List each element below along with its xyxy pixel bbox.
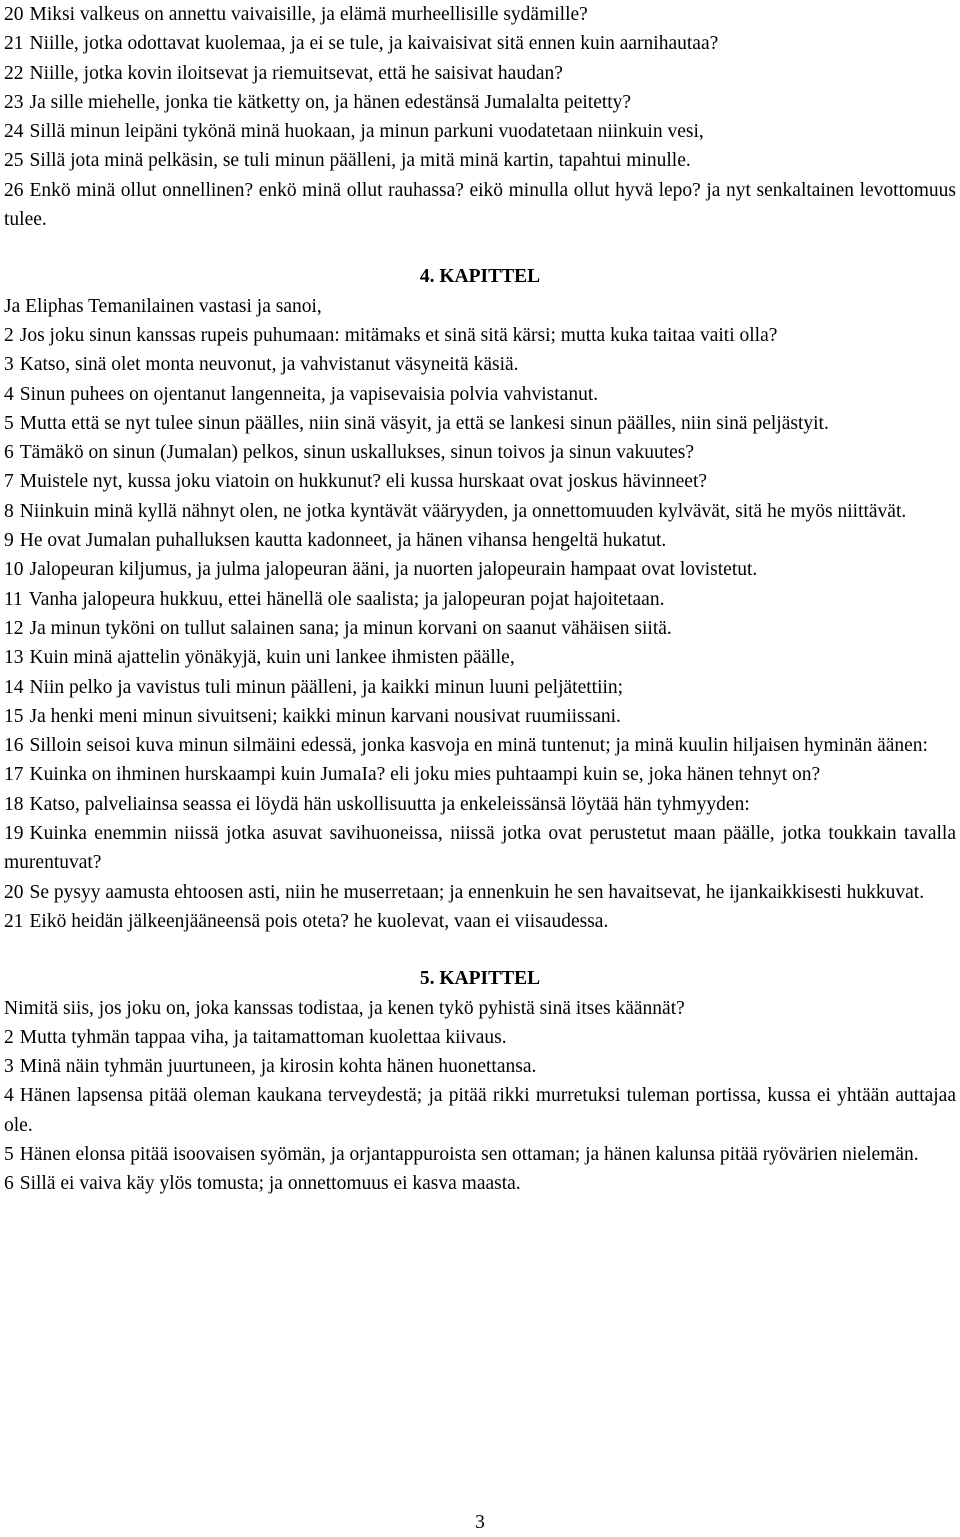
verse-number: 5 [4, 412, 14, 434]
verse-number: 6 [4, 1173, 14, 1195]
verse [4, 88, 956, 117]
verse-text: Jalopeuran kiljumus, ja julma jalopeuran ääni, ja nuorten jalopeurain hampaat ovat lovistetut. [29, 559, 758, 581]
verse-number: 10 [4, 559, 24, 581]
verse [4, 585, 956, 614]
verse-text: Se pysyy aamusta ehtoosen asti, niin he muserretaan; ja ennenkuin he sen havaitsevat, he ijankaikkisesti hukkuvat. [29, 881, 925, 903]
chapter-heading: 4. KAPITTEL [419, 266, 541, 288]
verse [4, 526, 956, 555]
verse-text: Tämäkö on sinun (Jumalan) pelkos, sinun uskallukses, sinun toivos ja sinun vakuutes? [19, 442, 695, 464]
verse-number: 4 [4, 383, 14, 405]
verse-number: 16 [4, 735, 24, 757]
chapter-heading: 5. KAPITTEL [419, 968, 541, 990]
verse-text: Kuinka on ihminen hurskaampi kuin JumaIa? eli joku mies puhtaampi kuin se, joka hänen tehnyt on? [29, 764, 821, 786]
verse-number: 25 [4, 150, 24, 172]
verse [4, 321, 956, 350]
page-number: 3 [475, 1512, 485, 1533]
verse [4, 380, 956, 409]
verse [4, 790, 956, 819]
verse-text: Hänen elonsa pitää isoovaisen syömän, ja orjantappuroista sen ottaman; ja hänen kalunsa pitää ryövärien nielemän. [19, 1143, 919, 1165]
verse-text: Katso, sinä olet monta neuvonut, ja vahvistanut väsyneitä käsiä. [19, 354, 519, 376]
verse [4, 59, 956, 88]
verse-text: Ja sille miehelle, jonka tie kätketty on, ja hänen edestänsä Jumalalta peitetty? [29, 91, 632, 113]
verse-number: 5 [4, 1143, 14, 1165]
verse-number: 6 [4, 442, 14, 464]
verse-text: Niille, jotka odottavat kuolemaa, ja ei se tule, ja kaivaisivat sitä ennen kuin aarnihautaa? [29, 33, 719, 55]
verse-number: 13 [4, 647, 24, 669]
verse-text: Minä näin tyhmän juurtuneen, ja kirosin kohta hänen huonettansa. [19, 1056, 537, 1078]
verse-number: 15 [4, 705, 24, 727]
verse [4, 760, 956, 789]
verse-number: 21 [4, 910, 24, 932]
verse [4, 409, 956, 438]
chapter-5 [4, 964, 956, 1198]
verse [4, 1140, 956, 1169]
verse-text: Sinun puhees on ojentanut langenneita, ja vapisevaisia polvia vahvistanut. [19, 383, 599, 405]
verse-text: Ja henki meni minun sivuitseni; kaikki minun karvani nousivat ruumiissani. [29, 705, 621, 727]
verse-text: Hänen lapsensa pitää oleman kaukana terveydestä; ja pitää rikki murretuksi tuleman portissa, kussa ei yhtään auttajaa ole. [4, 1085, 956, 1136]
verse-text: Sillä minun leipäni tykönä minä huokaan, ja minun parkuni vuodatetaan niinkuin vesi, [29, 121, 704, 143]
verse [4, 819, 956, 878]
verse [4, 907, 956, 936]
verse [4, 1169, 956, 1198]
section-gap [4, 936, 956, 964]
verse-number: 21 [4, 33, 24, 55]
verse-block-chapter-3-end [4, 0, 956, 234]
chapter-4 [4, 262, 956, 936]
verse-text: Katso, palveliainsa seassa ei löydä hän uskollisuutta ja enkeleissänsä löytää hän tyhmyyden: [29, 793, 750, 815]
verse [4, 0, 956, 29]
verse-number: 24 [4, 121, 24, 143]
verse [4, 673, 956, 702]
verse [4, 614, 956, 643]
verse-number: 14 [4, 676, 24, 698]
verse-text: Enkö minä ollut onnellinen? enkö minä ollut rauhassa? eikö minulla ollut hyvä lepo? ja nyt senkaltainen levottomuus tulee. [4, 179, 956, 231]
verse [4, 731, 956, 760]
chapter-intro: Nimitä siis, jos joku on, joka kanssas todistaa, ja kenen tykö pyhistä sinä itses käännät? [4, 997, 685, 1019]
verse-number: 9 [4, 530, 14, 552]
verse-number: 3 [4, 354, 14, 376]
chapter-intro: Ja Eliphas Temanilainen vastasi ja sanoi, [4, 295, 322, 317]
verse-number: 18 [4, 793, 24, 815]
verse-number: 19 [4, 823, 24, 845]
verse-text: Sillä jota minä pelkäsin, se tuli minun päälleni, ja mitä minä kartin, tapahtui minulle. [29, 150, 691, 172]
verse-number: 20 [4, 4, 24, 25]
chapter-5-verses [4, 1023, 956, 1199]
verse [4, 878, 956, 907]
verse-text: Silloin seisoi kuva minun silmäini edessä, jonka kasvoja en minä tuntenut; ja minä kuulin hiljaisen hyminän äänen: [29, 735, 928, 757]
verse-number: 2 [4, 324, 14, 346]
verse [4, 643, 956, 672]
verse-number: 3 [4, 1056, 14, 1078]
verse-text: Sillä ei vaiva käy ylös tomusta; ja onnettomuus ei kasva maasta. [19, 1173, 521, 1195]
verse [4, 702, 956, 731]
verse-number: 11 [4, 588, 23, 610]
verse [4, 117, 956, 146]
verse-number: 20 [4, 881, 24, 903]
verse [4, 1023, 956, 1052]
verse [4, 467, 956, 496]
verse-text: He ovat Jumalan puhalluksen kautta kadonneet, ja hänen vihansa hengeltä hukatut. [19, 530, 667, 552]
verse-text: Muistele nyt, kussa joku viatoin on hukkunut? eli kussa hurskaat ovat joskus hävinneet? [19, 471, 708, 493]
verse-number: 8 [4, 500, 14, 522]
verse [4, 350, 956, 379]
verse [4, 29, 956, 58]
verse-text: Ja minun tyköni on tullut salainen sana; ja minun korvani on saanut vähäisen siitä. [29, 617, 672, 639]
verse-number: 26 [4, 179, 24, 201]
verse-text: Vanha jalopeura hukkuu, ettei hänellä ole saalista; ja jalopeuran pojat hajoitetaan. [28, 588, 665, 610]
verse-number: 4 [4, 1085, 14, 1107]
verse [4, 1081, 956, 1140]
verse-text: Niin pelko ja vavistus tuli minun päälleni, ja kaikki minun luuni peljätettiin; [29, 676, 624, 698]
verse-text: Eikö heidän jälkeenjääneensä pois oteta? he kuolevat, vaan ei viisaudessa. [29, 910, 609, 932]
verse [4, 146, 956, 175]
verse [4, 1052, 956, 1081]
document-page [4, 0, 956, 1199]
verse-number: 2 [4, 1026, 14, 1048]
verse-text: Niinkuin minä kyllä nähnyt olen, ne jotka kyntävät vääryyden, ja onnettomuuden kylvävät, sitä he myös niittävät. [19, 500, 907, 522]
verse-text: Mutta tyhmän tappaa viha, ja taitamattoman kuolettaa kiivaus. [19, 1026, 507, 1048]
verse [4, 555, 956, 584]
verse-text: Kuinka enemmin niissä jotka asuvat savihuoneissa, niissä jotka ovat perustetut maan päälle, jotka toukkain tavalla murentuvat? [4, 823, 956, 874]
verse-number: 22 [4, 62, 24, 84]
chapter-4-verses [4, 321, 956, 936]
verse [4, 176, 956, 235]
verse-text: Mutta että se nyt tulee sinun päälles, niin sinä väsyit, ja että se lankesi sinun päälles, niin sinä peljästyit. [19, 412, 829, 434]
verse-number: 7 [4, 471, 14, 493]
verse-text: Jos joku sinun kanssas rupeis puhumaan: mitämaks et sinä sitä kärsi; mutta kuka taitaa vaiti olla? [19, 324, 778, 346]
verse-text: Miksi valkeus on annettu vaivaisille, ja elämä murheellisille sydämille? [29, 4, 588, 25]
verse-number: 23 [4, 91, 24, 113]
section-gap [4, 234, 956, 262]
verse-number: 17 [4, 764, 24, 786]
verse [4, 497, 956, 526]
verse-text: Kuin minä ajattelin yönäkyjä, kuin uni lankee ihmisten päälle, [29, 647, 515, 669]
verse [4, 438, 956, 467]
verse-text: Niille, jotka kovin iloitsevat ja riemuitsevat, että he saisivat haudan? [29, 62, 563, 84]
verse-number: 12 [4, 617, 24, 639]
